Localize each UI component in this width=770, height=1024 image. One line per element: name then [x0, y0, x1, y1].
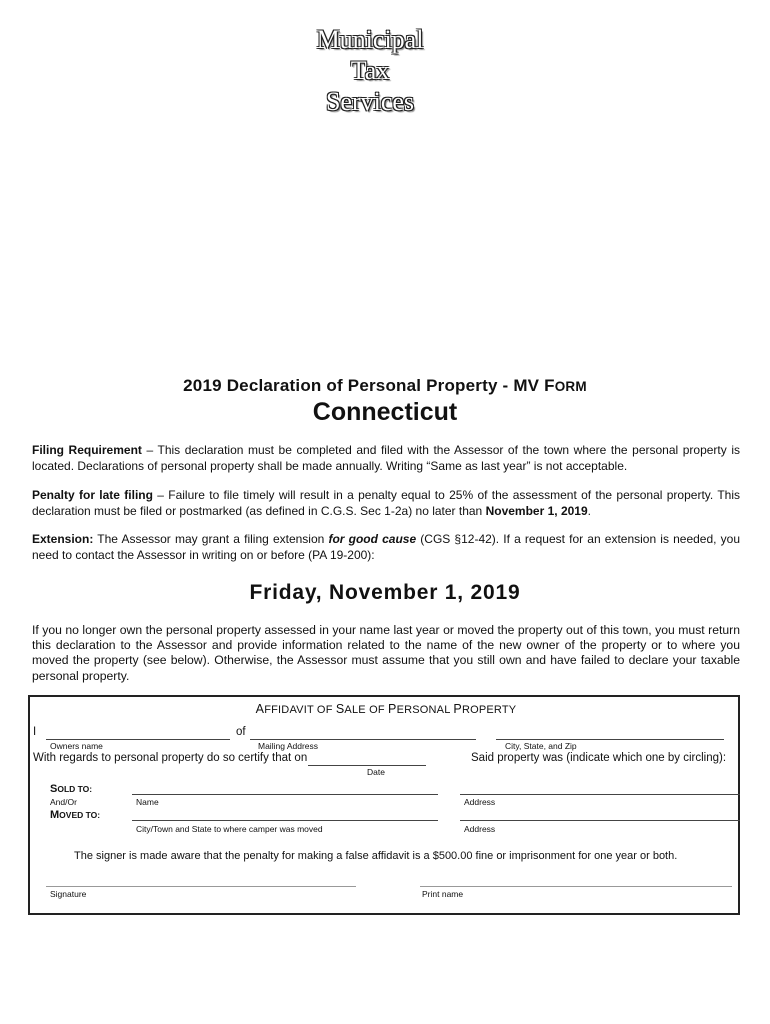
affidavit-title-part: ROPERTY [461, 704, 517, 716]
print-name-field[interactable] [420, 886, 732, 887]
owners-name-field[interactable] [46, 739, 230, 740]
affidavit-title-part: ERSONAL [396, 704, 454, 716]
address-label-2: Address [464, 824, 496, 834]
said-property-statement: Said property was (indicate which one by circling): [471, 752, 727, 764]
extension-label: Extension: [32, 532, 94, 546]
affidavit-title [30, 702, 742, 716]
mailing-address-label: Mailing Address [258, 741, 319, 751]
affidavit-title-part: ALE OF [344, 704, 389, 716]
signature-label: Signature [50, 889, 87, 899]
city-town-label: City/Town and State to where camper was moved [136, 824, 323, 834]
date-field[interactable] [308, 765, 426, 766]
signature-field[interactable] [46, 886, 356, 887]
extension-text: The Assessor may grant a filing extension [93, 532, 329, 546]
false-affidavit-warning: The signer is made aware that the penalty for making a false affidavit is a $500.00 fine or imprisonment for one year or both. [74, 850, 678, 862]
form-title-smallcaps: ORM [554, 379, 587, 394]
filing-requirement-text: – This declaration must be completed and filed with the Assessor of the town where the personal property is located. Declarations of personal property shall be made annually. Writing “Same as last year” is not acceptable. [32, 443, 740, 473]
affidavit-title-part: A [255, 702, 265, 716]
moved-to-label [50, 809, 100, 821]
sold-to-rest: OLD TO: [57, 784, 93, 794]
state-title: Connecticut [312, 398, 458, 426]
sold-to-label [50, 783, 92, 795]
moved-address-field[interactable] [460, 820, 740, 821]
mailing-address-field[interactable] [250, 739, 476, 740]
late-penalty-label: Penalty for late filing [32, 488, 153, 502]
and-or-label: And/Or [50, 797, 77, 807]
new-owner-address-field[interactable] [460, 794, 740, 795]
extension-text-2: (CGS §12-42). If a request for an extension is needed, you need to contact the Assessor in writing on or before (PA 19-200): [32, 532, 740, 562]
logo-line-2: Tax [350, 56, 390, 85]
affidavit-i-label: I [33, 726, 37, 738]
filing-requirement-label: Filing Requirement [32, 443, 142, 457]
moved-to-cap: M [50, 809, 60, 821]
form-title [0, 376, 770, 396]
municipal-tax-services-logo [0, 24, 740, 117]
late-penalty-paragraph [32, 487, 740, 519]
affidavit-of-sale-box [28, 695, 740, 915]
print-name-label: Print name [422, 889, 464, 899]
moved-city-town-field[interactable] [132, 820, 438, 821]
late-penalty-end: . [587, 504, 591, 518]
extension-emphasis: for good cause [328, 532, 417, 546]
affidavit-of-label: of [236, 726, 246, 738]
date-label: Date [367, 767, 385, 777]
moved-to-rest: OVED TO: [59, 810, 101, 820]
city-state-zip-label: City, State, and Zip [505, 741, 577, 751]
address-label: Address [464, 797, 496, 807]
late-penalty-date: November 1, 2019 [485, 504, 588, 518]
affidavit-title-part: FFIDAVIT OF [264, 704, 336, 716]
owners-name-label: Owners name [50, 741, 103, 751]
affidavit-title-part: P [453, 702, 462, 716]
certify-statement: With regards to personal property do so certify that on [33, 752, 308, 764]
logo-line-1: Municipal [316, 25, 424, 54]
logo-line-3: Services [325, 87, 415, 116]
filing-requirement-paragraph [32, 442, 740, 474]
name-label: Name [136, 797, 159, 807]
form-title-main: 2019 Declaration of Personal Property - MV F [183, 376, 555, 395]
city-state-zip-field[interactable] [496, 739, 724, 740]
new-owner-name-field[interactable] [132, 794, 438, 795]
ownership-notice-paragraph: If you no longer own the personal property assessed in your name last year or moved the property out of this town, you must return this declaration to the Assessor and provide information related to the name of the new owner of the property or to where you moved the property (see below). Otherwise, the Assessor must assume that you still own and have failed to declare your taxable personal property. [32, 623, 740, 683]
deadline-date: Friday, November 1, 2019 [249, 581, 521, 604]
affidavit-title-part: P [388, 702, 397, 716]
affidavit-title-part: S [335, 702, 345, 716]
extension-paragraph [32, 531, 740, 563]
late-penalty-text: – Failure to file timely will result in a penalty equal to 25% of the assessment of the personal property. This declaration must be filed or postmarked (as defined in C.G.S. Sec 1-2a) no later than [32, 488, 740, 518]
sold-to-cap: S [50, 783, 58, 795]
